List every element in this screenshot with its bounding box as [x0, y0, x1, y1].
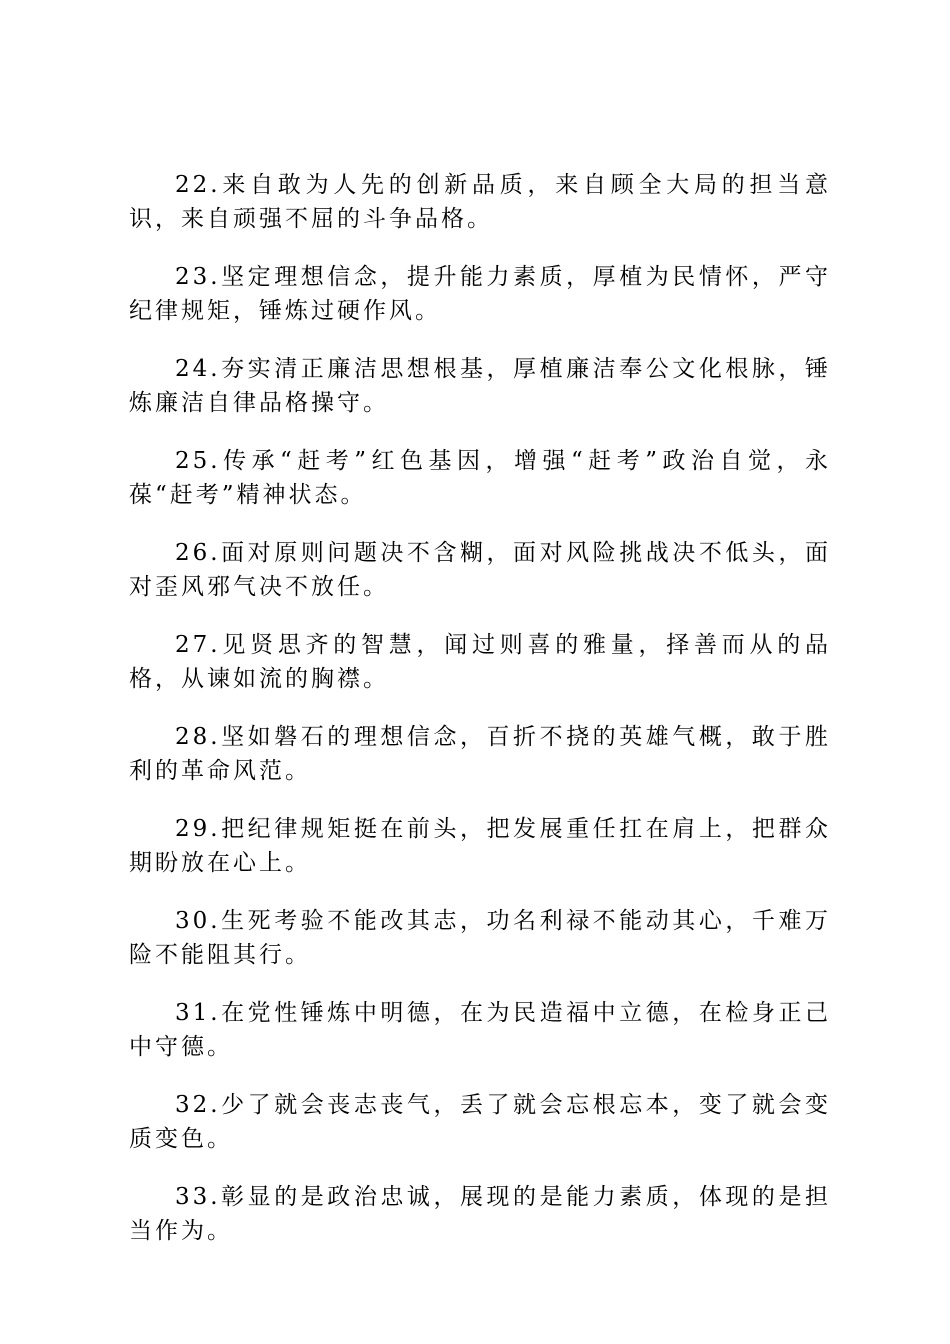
list-item: 27.见贤思齐的智慧，闻过则喜的雅量，择善而从的品格，从谏如流的胸襟。 [129, 632, 831, 692]
list-item: 30.生死考验不能改其志，功名利禄不能动其心，千难万险不能阻其行。 [129, 908, 831, 968]
list-item: 32.少了就会丧志丧气，丢了就会忘根忘本，变了就会变质变色。 [129, 1092, 831, 1152]
list-item: 22.来自敢为人先的创新品质，来自顾全大局的担当意识，来自顽强不屈的斗争品格。 [129, 172, 831, 232]
list-item: 29.把纪律规矩挺在前头，把发展重任扛在肩上，把群众期盼放在心上。 [129, 816, 831, 876]
list-item: 24.夯实清正廉洁思想根基，厚植廉洁奉公文化根脉，锤炼廉洁自律品格操守。 [129, 356, 831, 416]
list-item: 31.在党性锤炼中明德，在为民造福中立德，在检身正己中守德。 [129, 1000, 831, 1060]
list-item: 28.坚如磐石的理想信念，百折不挠的英雄气概，敢于胜利的革命风范。 [129, 724, 831, 784]
list-item: 26.面对原则问题决不含糊，面对风险挑战决不低头，面对歪风邪气决不放任。 [129, 540, 831, 600]
list-item: 33.彰显的是政治忠诚，展现的是能力素质，体现的是担当作为。 [129, 1184, 831, 1244]
list-item: 23.坚定理想信念，提升能力素质，厚植为民情怀，严守纪律规矩，锤炼过硬作风。 [129, 264, 831, 324]
list-item: 25.传承“赶考”红色基因，增强“赶考”政治自觉，永葆“赶考”精神状态。 [129, 448, 831, 508]
document-body [129, 168, 831, 1272]
